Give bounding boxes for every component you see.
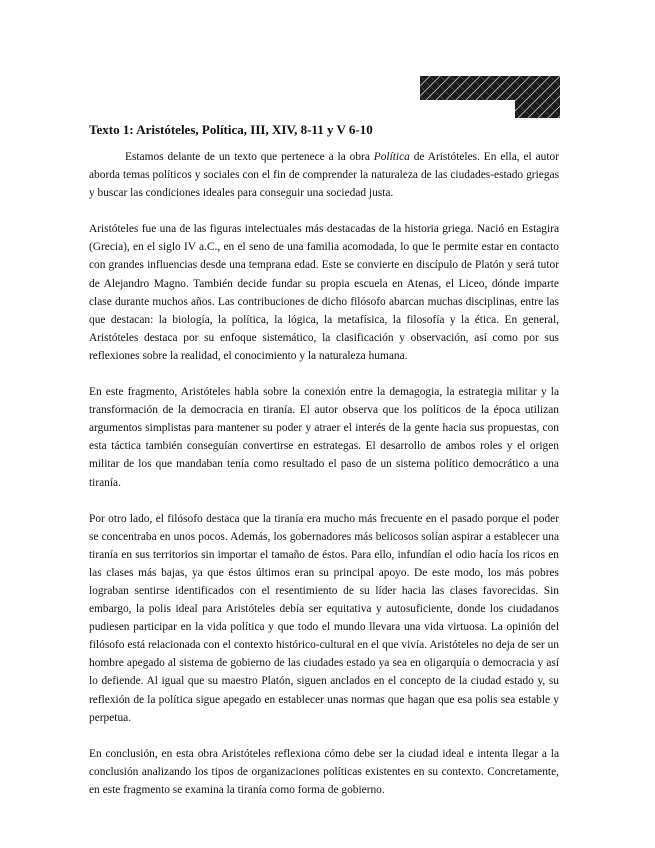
document-body — [89, 148, 559, 817]
paragraph-demagogy: En este fragmento, Aristóteles habla sobre la conexión entre la demagogia, la estrategia militar y la transformación de la democracia en tiranía. El autor observa que los políticos de la época utilizan argumentos simplistas para mantener su poder y atraer el interés de la gente hacia sus propuestas, con esta táctica también conseguían convertirse en estrategas. El desarrollo de ambos roles y el origen militar de los que mandaban tenía como resultado el paso de un sistema político democrático a una tiranía. — [89, 386, 559, 489]
intro-paragraph — [89, 148, 559, 202]
corner-pattern-decoration — [420, 76, 560, 118]
intro-text-before: Estamos delante de un texto que pertenece a la obra — [125, 151, 374, 163]
document-title: Texto 1: Aristóteles, Política, III, XIV, 8-11 y V 6-10 — [89, 122, 373, 137]
work-title: Política — [373, 151, 410, 163]
paragraph-biography: Aristóteles fue una de las figuras intelectuales más destacadas de la historia griega. Nació en Estagira (Grecia), en el siglo IV a.C., en el seno de una familia acomodada, lo que le permite estar en contacto con grandes influencias desde una temprana edad. Este se convierte en discípulo de Platón y será tutor de Alejandro Magno. También decide fundar su propia escuela en Atenas, el Liceo, dónde imparte clase durante muchos años. Las contribuciones de dicho filósofo abarcan muchas disciplinas, entre las que destacan: la biología, la política, la lógica, la metafísica, la filosofía y la ética. En general, Aristóteles destaca por su enfoque sistemático, la clasificación y observación, así como por sus reflexiones sobre la realidad, el conocimiento y la naturaleza humana. — [89, 223, 559, 362]
paragraph-conclusion: En conclusión, en esta obra Aristóteles reflexiona cómo debe ser la ciudad ideal e intenta llegar a la conclusión analizando los tipos de organizaciones políticas existentes en su contexto. Concretamente, en este fragmento se examina la tiranía como forma de gobierno. — [89, 747, 559, 796]
paragraph-tyranny: Por otro lado, el filósofo destaca que la tiranía era mucho más frecuente en el pasado porque el poder se concentraba en unos pocos. Además, los gobernadores más belicosos solían aspirar a establecer una tiranía en sus territorios sin importar el tamaño de éstos. Para ello, infundían el odio hacía los ricos en las clases más bajas, ya que éstos últimos eran su principal apoyo. De este modo, los más pobres lograban sentirse identificados con el resentimiento de su líder hacia las clases favorecidas. Sin embargo, la polis ideal para Aristóteles debía ser equitativa y autosuficiente, donde los ciudadanos pudiesen participar en la vida política y que todo el mundo llevara una vida virtuosa. La opinión del filósofo está relacionada con el contexto histórico-cultural en el que vivía. Aristóteles no deja de ser un hombre apegado al sistema de gobierno de las ciudades estado ya sea en oligarquía o democracia y así lo defiende. Al igual que su maestro Platón, siguen anclados en el concepto de la ciudad estado y, su reflexión de la política sigue apegado en establecer unas normas que hagan que esa polis sea estable y perpetua. — [89, 512, 559, 724]
intro-text-after: de Aristóteles. En ella, el autor aborda temas políticos y sociales con el fin de comprender la naturaleza de las ciudades-estado griegas y buscar las condiciones ideales para conseguir una sociedad justa. — [89, 151, 559, 200]
